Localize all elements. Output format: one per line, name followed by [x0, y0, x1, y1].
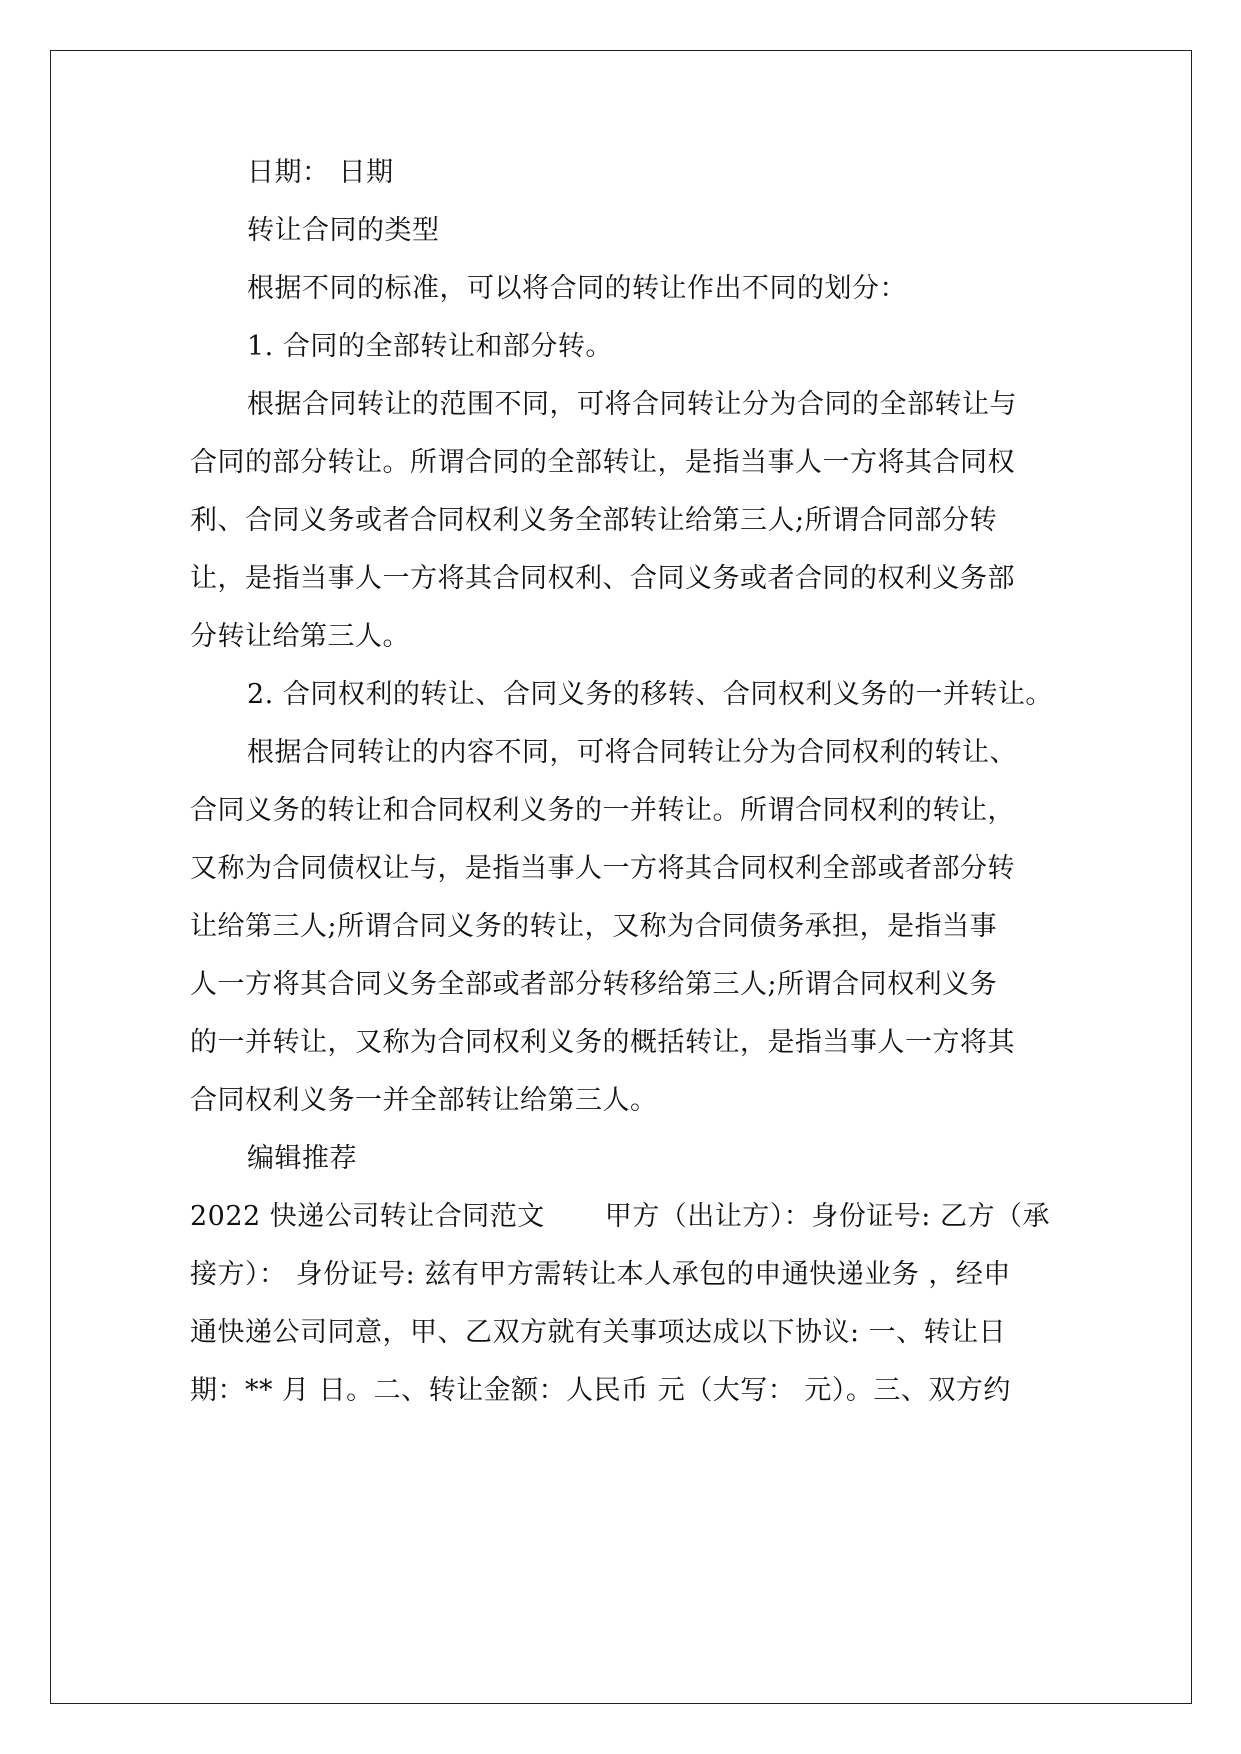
paragraph-line: 合同的部分转让。所谓合同的全部转让，是指当事人一方将其合同权 [190, 447, 1015, 478]
paragraph-line: 人一方将其合同义务全部或者部分转移给第三人;所谓合同权利义务 [190, 969, 998, 1000]
recommend-line [190, 1199, 1050, 1235]
paragraph-line: 期：** 月 日。二、转让金额：人民币 元（大写： 元）。三、双方约 [190, 1375, 1011, 1406]
paragraph-line: 的一并转让，又称为合同权利义务的概括转让，是指当事人一方将其 [190, 1027, 1015, 1058]
paragraph-line: 根据合同转让的内容不同，可将合同转让分为合同权利的转让、 [247, 737, 1017, 768]
paragraph-line: 合同权利义务一并全部转让给第三人。 [190, 1085, 658, 1116]
paragraph-line: 接方）： 身份证号: 兹有甲方需转让本人承包的申通快递业务 ，经申 [190, 1259, 1011, 1290]
list-item-heading: 1. 合同的全部转让和部分转。 [247, 331, 613, 362]
paragraph-line: 分转让给第三人。 [190, 621, 410, 652]
paragraph-line: 合同义务的转让和合同权利义务的一并转让。所谓合同权利的转让， [190, 795, 1015, 826]
paragraph-line: 利、合同义务或者合同权利义务全部转让给第三人;所谓合同部分转 [190, 505, 998, 536]
recommend-title: 2022 快递公司转让合同范文 [190, 1201, 545, 1232]
paragraph-line: 让给第三人;所谓合同义务的转让，又称为合同债务承担，是指当事 [190, 911, 998, 942]
paragraph-line: 根据合同转让的范围不同，可将合同转让分为合同的全部转让与 [247, 389, 1017, 420]
paragraph-line: 又称为合同债权让与，是指当事人一方将其合同权利全部或者部分转 [190, 853, 1015, 884]
recommend-text: 甲方（出让方）：身份证号: 乙方（承 [604, 1201, 1050, 1232]
section-heading: 转让合同的类型 [247, 215, 440, 246]
editor-recommend-heading: 编辑推荐 [247, 1143, 357, 1174]
list-item-heading: 2. 合同权利的转让、合同义务的移转、合同权利义务的一并转让。 [247, 679, 1053, 710]
date-line: 日期： 日期 [247, 157, 394, 188]
paragraph-line: 根据不同的标准，可以将合同的转让作出不同的划分： [247, 273, 907, 304]
paragraph-line: 让，是指当事人一方将其合同权利、合同义务或者合同的权利义务部 [190, 563, 1015, 594]
paragraph-line: 通快递公司同意，甲、乙双方就有关事项达成以下协议: 一、转让日 [190, 1317, 1007, 1348]
